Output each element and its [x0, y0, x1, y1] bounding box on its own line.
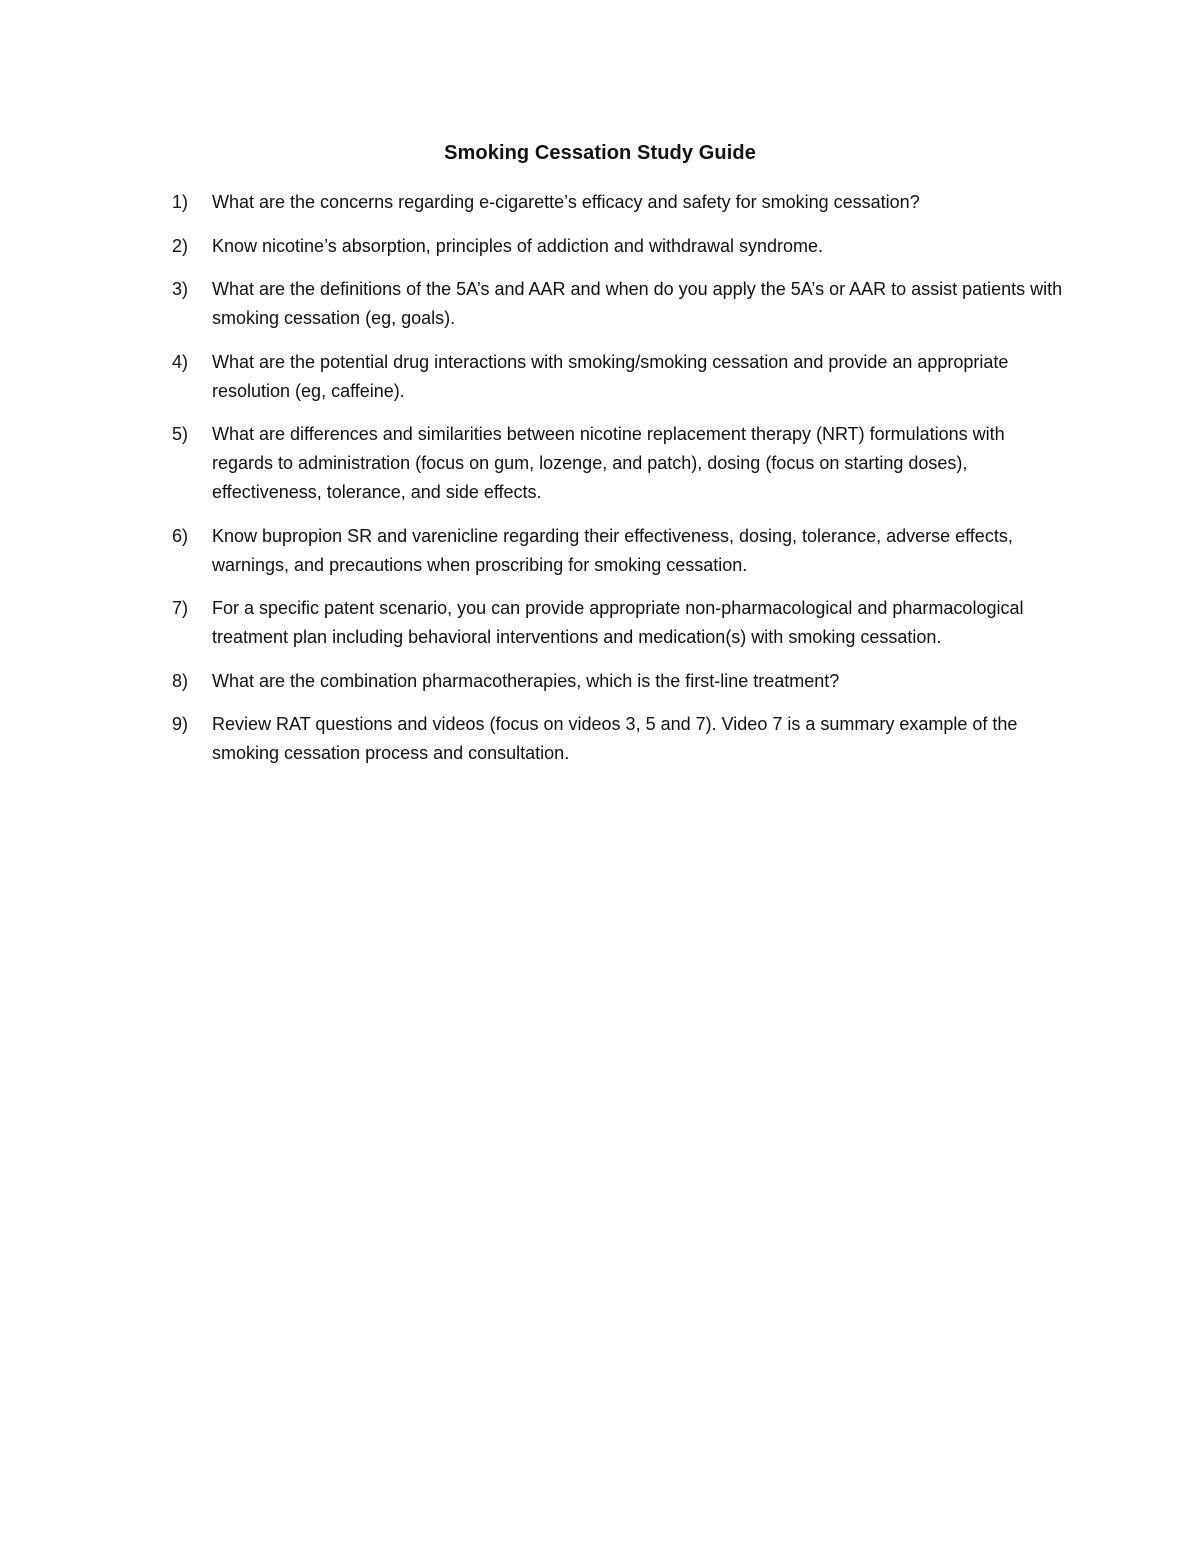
- question-number: 6): [172, 525, 189, 546]
- question-text: What are differences and similarities between nicotine replacement therapy (NRT) formulations with regards to administration (focus on gum, lozenge, and patch), dosing (focus on starting doses), effectiveness, tolerance, and side effects.: [212, 424, 1005, 502]
- list-item: [172, 710, 1067, 768]
- question-text: What are the combination pharmacotherapies, which is the first-line treatment?: [212, 670, 840, 691]
- question-number: 7): [172, 598, 189, 618]
- question-text: Review RAT questions and videos (focus on videos 3, 5 and 7). Video 7 is a summary example of the smoking cessation process and consultation.: [212, 714, 1018, 763]
- question-text: What are the potential drug interactions with smoking/smoking cessation and provide an appropriate resolution (eg, caffeine).: [212, 351, 1009, 401]
- question-number: 5): [172, 424, 189, 444]
- question-number: 2): [172, 235, 189, 256]
- list-item: [172, 232, 1067, 261]
- question-number: 8): [172, 670, 189, 691]
- question-text: What are the concerns regarding e-cigarette’s efficacy and safety for smoking cessation?: [212, 192, 920, 212]
- list-item: [172, 522, 1067, 580]
- question-number: 1): [172, 192, 189, 212]
- question-text: Know bupropion SR and varenicline regarding their effectiveness, dosing, tolerance, adverse effects, warnings, and precautions when proscribing for smoking cessation.: [212, 525, 1013, 575]
- question-number: 9): [172, 714, 189, 734]
- question-text: What are the definitions of the 5A’s and AAR and when do you apply the 5A’s or AAR to assist patients with smoking cessation (eg, goals).: [212, 279, 1063, 328]
- list-item: [172, 275, 1067, 333]
- list-item: [172, 188, 1067, 217]
- page-title: Smoking Cessation Study Guide: [444, 142, 756, 164]
- list-item: [172, 667, 1067, 696]
- list-item: [172, 594, 1067, 652]
- list-item: [172, 348, 1067, 406]
- question-list: [172, 188, 1067, 783]
- question-text: For a specific patent scenario, you can provide appropriate non-pharmacological and pharmacological treatment plan including behavioral interventions and medication(s) with smoking cessation.: [212, 598, 1024, 647]
- list-item: [172, 420, 1067, 507]
- question-number: 4): [172, 351, 189, 372]
- question-number: 3): [172, 279, 189, 299]
- question-text: Know nicotine’s absorption, principles of addiction and withdrawal syndrome.: [212, 235, 824, 256]
